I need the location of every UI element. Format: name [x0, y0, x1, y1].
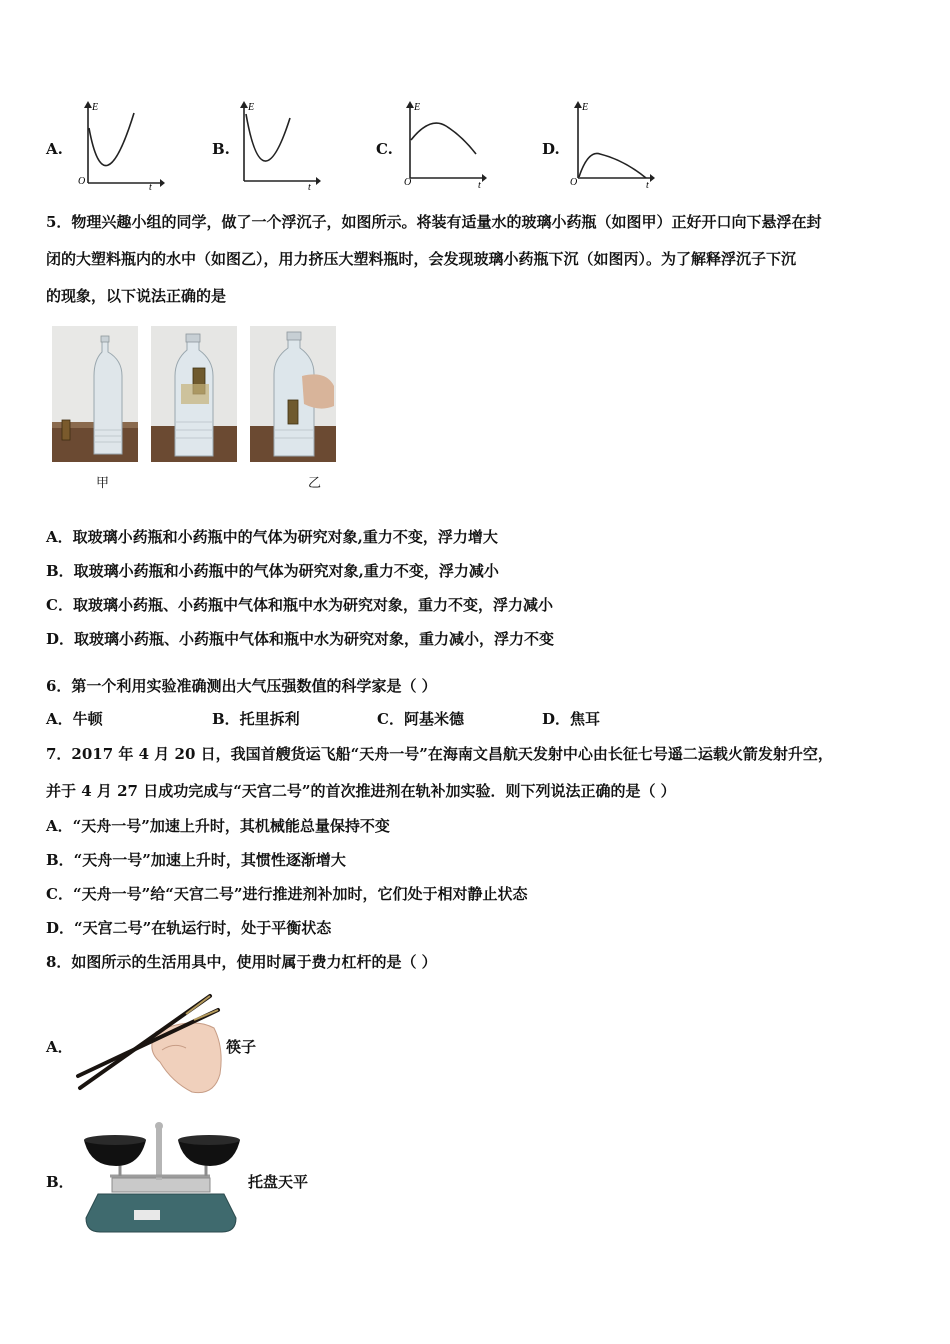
- question-8-stem: 8．如图所示的生活用具中，使用时属于费力杠杆的是（ ）: [46, 953, 437, 971]
- chopsticks-image: [74, 992, 226, 1096]
- question-5-option-d[interactable]: D．取玻璃小药瓶、小药瓶中气体和瓶中水为研究对象，重力减小，浮力不变: [46, 630, 555, 648]
- photo-jia-bottle-and-vial: [52, 326, 138, 462]
- photo-bottle-with-vial: [151, 326, 237, 462]
- axis-x-label: t: [308, 182, 311, 190]
- question-5-stem-line-1: 5．物理兴趣小组的同学，做了一个浮沉子，如图所示。将装有适量水的玻璃小药瓶（如图甲）正好开口向下悬浮在封: [46, 213, 822, 231]
- question-6-option-b[interactable]: B．托里拆利: [212, 710, 300, 728]
- graph-a: [70, 98, 165, 190]
- graph-b: [236, 98, 331, 190]
- graph-option-label: D.: [542, 140, 560, 158]
- axis-y-label: E: [92, 102, 99, 113]
- question-6-option-d[interactable]: D．焦耳: [542, 710, 601, 728]
- question-8-option-b-name: 托盘天平: [248, 1173, 309, 1191]
- photo-caption-jia: 甲: [96, 476, 110, 491]
- question-8-option-a-label[interactable]: A．: [46, 1038, 73, 1056]
- question-6-option-a[interactable]: A．牛顿: [46, 710, 103, 728]
- question-8-option-a-name: 筷子: [226, 1038, 257, 1056]
- question-7-stem-line-2: 并于 4 月 27 日成功完成与“天宫二号”的首次推进剂在轨补加实验．则下列说法正确的是（ ）: [46, 782, 676, 800]
- tray-balance-image: [76, 1118, 246, 1238]
- question-7-option-d[interactable]: D．“天宫二号”在轨运行时，处于平衡状态: [46, 919, 332, 937]
- question-7-option-a[interactable]: A．“天舟一号”加速上升时，其机械能总量保持不变: [46, 817, 390, 835]
- axis-x-label: t: [149, 182, 152, 190]
- axis-y-label: E: [414, 102, 421, 113]
- question-5-stem-line-2: 闭的大塑料瓶内的水中（如图乙），用力挤压大塑料瓶时，会发现玻璃小药瓶下沉（如图丙）。为了解释浮沉子下沉: [46, 250, 797, 268]
- question-8-option-b-label[interactable]: B．: [46, 1173, 74, 1191]
- axis-y-label: E: [248, 102, 255, 113]
- question-5-option-b[interactable]: B．取玻璃小药瓶和小药瓶中的气体为研究对象,重力不变，浮力减小: [46, 562, 499, 580]
- graph-d: [566, 98, 661, 190]
- question-5-option-c[interactable]: C．取玻璃小药瓶、小药瓶中气体和瓶中水为研究对象，重力不变，浮力减小: [46, 596, 553, 614]
- question-7-option-b[interactable]: B．“天舟一号”加速上升时，其惯性逐渐增大: [46, 851, 346, 869]
- origin-label: O: [570, 177, 578, 188]
- axis-x-label: t: [646, 180, 649, 190]
- graph-option-label: C.: [376, 140, 393, 158]
- origin-label: O: [78, 176, 86, 187]
- axis-x-label: t: [478, 180, 481, 190]
- question-6-stem: 6．第一个利用实验准确测出大气压强数值的科学家是（ ）: [46, 677, 437, 695]
- origin-label: O: [404, 177, 412, 188]
- graph-option-label: A.: [46, 140, 63, 158]
- question-7-option-c[interactable]: C．“天舟一号”给“天宫二号”进行推进剂补加时，它们处于相对静止状态: [46, 885, 528, 903]
- photo-caption-yi: 乙: [308, 476, 322, 491]
- question-7-stem-line-1: 7．2017 年 4 月 20 日，我国首艘货运飞船“天舟一号”在海南文昌航天发射中心由长征七号遥二运载火箭发射升空，: [46, 745, 833, 763]
- axis-y-label: E: [582, 102, 589, 113]
- question-5-option-a[interactable]: A．取玻璃小药瓶和小药瓶中的气体为研究对象,重力不变，浮力增大: [46, 528, 498, 546]
- graph-option-label: B.: [212, 140, 230, 158]
- photo-bottle-squeezed: [250, 326, 336, 462]
- graph-c: [400, 98, 495, 190]
- question-5-stem-line-3: 的现象，以下说法正确的是: [46, 287, 227, 305]
- question-6-option-c[interactable]: C．阿基米德: [377, 710, 464, 728]
